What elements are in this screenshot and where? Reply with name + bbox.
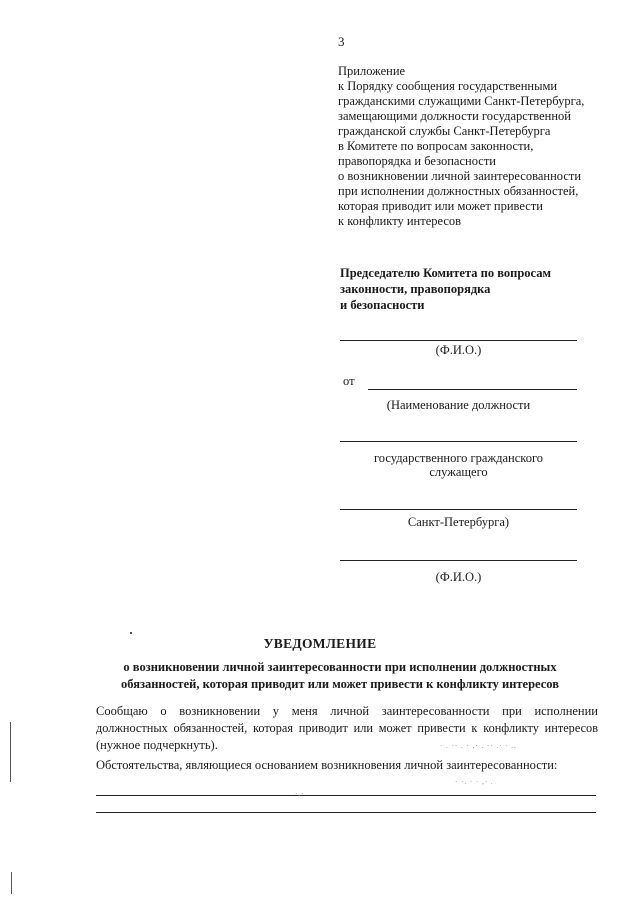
appendix-line: к Порядку сообщения государственными: [338, 79, 558, 93]
scan-speck: [130, 632, 132, 634]
notice-subtitle-line: обязанностей, которая приводит или может привести к конфликту интересов: [121, 677, 559, 691]
notice-body-line: (нужное подчеркнуть).: [96, 738, 218, 752]
notice-body: [96, 703, 598, 754]
recipient-fio-caption: (Ф.И.О.): [435, 343, 482, 357]
page-number: 3: [338, 34, 345, 49]
city-line[interactable]: [340, 509, 577, 510]
from-label: от: [343, 374, 355, 388]
appendix-line: при исполнении должностных обязанностей,: [338, 184, 579, 198]
notice-body-line: Сообщаю о возникновении у меня личной заинтересованности при исполнении: [96, 704, 598, 718]
appendix-line: которая приводит или может привести: [338, 199, 543, 213]
appendix-header: [338, 64, 628, 229]
scan-noise: ·.·: [295, 790, 305, 798]
position-caption: (Наименование должности: [386, 398, 531, 412]
city-caption: Санкт-Петербурга): [407, 515, 510, 529]
applicant-fio-line[interactable]: [340, 560, 577, 561]
scan-edge-mark: [11, 872, 12, 894]
appendix-line: Приложение: [338, 64, 406, 78]
appendix-line: в Комитете по вопросам законности,: [338, 139, 534, 153]
notice-body-line: должностных обязанностей, которая приводит или может привести к конфликту интересов: [96, 721, 598, 735]
appendix-line: правопорядка и безопасности: [338, 154, 496, 168]
appendix-line: гражданскими служащими Санкт-Петербурга,: [338, 94, 585, 108]
addressee-line: законности, правопорядка: [340, 282, 491, 296]
addressee-block: [340, 265, 630, 313]
addressee-line: и безопасности: [340, 298, 425, 312]
circumstances-line[interactable]: [96, 812, 596, 813]
notice-subtitle-line: о возникновении личной заинтересованности при исполнении должностных: [123, 660, 557, 674]
notice-title: УВЕДОМЛЕНИЕ: [263, 636, 377, 651]
appendix-line: гражданской службы Санкт-Петербурга: [338, 124, 551, 138]
scan-noise: · ·. · · ,· .: [455, 778, 494, 786]
service-caption-1: государственного гражданского: [373, 451, 544, 465]
recipient-fio-line[interactable]: [340, 340, 577, 341]
applicant-fio-caption: (Ф.И.О.): [435, 570, 482, 584]
service-line[interactable]: [340, 441, 577, 442]
circumstances-line[interactable]: [96, 795, 596, 796]
addressee-line: Председателю Комитета по вопросам: [340, 266, 551, 280]
scan-noise: · . ·· . · ,· . ·· .· · ..: [440, 742, 517, 750]
scan-edge-mark: [10, 722, 11, 782]
appendix-line: о возникновении личной заинтересованности: [338, 169, 582, 183]
service-caption-2: служащего: [429, 465, 488, 479]
notice-subtitle: [90, 659, 590, 693]
appendix-line: замещающими должности государственной: [338, 109, 571, 123]
appendix-line: к конфликту интересов: [338, 214, 462, 228]
circumstances-label: Обстоятельства, являющиеся основанием возникновения личной заинтересованности:: [96, 758, 558, 772]
from-line[interactable]: [368, 389, 577, 390]
